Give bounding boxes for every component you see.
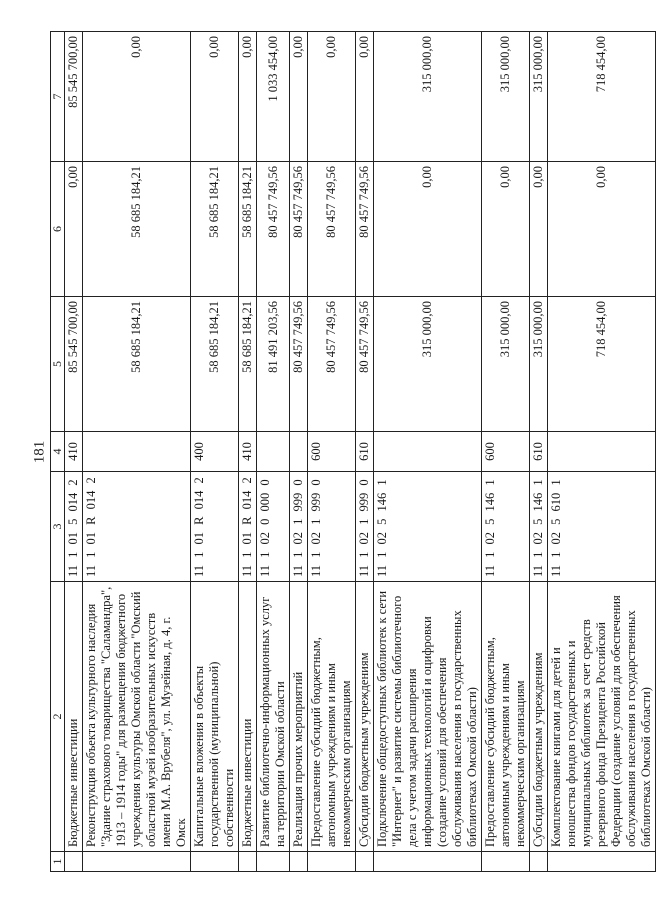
budget-table <box>50 31 656 872</box>
amount-regional: 0,00 <box>290 32 308 162</box>
amount-federal: 80 457 749,56 <box>308 162 356 297</box>
amount-regional: 0,00 <box>83 32 191 162</box>
expense-type-code <box>83 432 191 472</box>
amount-regional: 0,00 <box>239 32 257 162</box>
amount-federal: 80 457 749,56 <box>290 162 308 297</box>
row-number-cell <box>374 852 482 872</box>
expense-type-code: 410 <box>65 432 83 472</box>
table-row <box>83 32 191 872</box>
amount-federal: 58 685 184,21 <box>239 162 257 297</box>
amount-regional: 0,00 <box>356 32 374 162</box>
item-name: Капитальные вложения в объекты государственной (муниципальной) собственности <box>191 582 239 852</box>
target-article-code: 11 1 02 5 610 1 <box>548 472 656 582</box>
column-header: 5 <box>51 297 65 432</box>
item-name: Подключение общедоступных библиотек к сети "Интернет" и развитие системы библиотечного дела с учетом задачи расширения информационных технологий и оцифровки (создание условий для обеспечения обслуживания населения в государственных библиотеках Омской области) <box>374 582 482 852</box>
table-row <box>257 32 290 872</box>
item-name: Субсидии бюджетным учреждениям <box>356 582 374 852</box>
column-header: 1 <box>51 852 65 872</box>
amount-federal: 0,00 <box>530 162 548 297</box>
column-header: 3 <box>51 472 65 582</box>
row-number-cell <box>290 852 308 872</box>
table-row <box>290 32 308 872</box>
page-number: 181 <box>31 440 48 464</box>
column-number-header-row <box>51 32 65 872</box>
row-number-cell <box>239 852 257 872</box>
target-article-code: 11 1 02 1 999 0 <box>290 472 308 582</box>
amount-federal: 58 685 184,21 <box>83 162 191 297</box>
table-row <box>65 32 83 872</box>
target-article-code: 11 1 01 R 014 2 <box>191 472 239 582</box>
amount-total: 85 545 700,00 <box>65 297 83 432</box>
table-body <box>65 32 656 872</box>
table-row <box>308 32 356 872</box>
amount-total: 315 000,00 <box>374 297 482 432</box>
item-name: Развитие библиотечно-информационных услуг на территории Омской области <box>257 582 290 852</box>
item-name: Предоставление субсидий бюджетным, автономным учреждениям и иным некоммерческим организациям <box>308 582 356 852</box>
item-name: Реализация прочих мероприятий <box>290 582 308 852</box>
expense-type-code: 600 <box>482 432 530 472</box>
column-header: 4 <box>51 432 65 472</box>
amount-total: 80 457 749,56 <box>356 297 374 432</box>
amount-federal: 0,00 <box>548 162 656 297</box>
item-name: Реконструкция объекта культурного наследия "Здание страхового товарищества "Саламандра", 1913 – 1914 годы" для размещения бюджетного учреждения культуры Омской области "Омский областной музей изобразительных искусств имени М.А. Врубеля", ул. Музейная, д. 4, г. Омск <box>83 582 191 852</box>
amount-regional: 315 000,00 <box>374 32 482 162</box>
target-article-code: 11 1 01 5 014 2 <box>65 472 83 582</box>
expense-type-code: 610 <box>356 432 374 472</box>
amount-federal: 80 457 749,56 <box>257 162 290 297</box>
column-header: 6 <box>51 162 65 297</box>
amount-total: 80 457 749,56 <box>290 297 308 432</box>
table-row <box>356 32 374 872</box>
expense-type-code: 400 <box>191 432 239 472</box>
table-row <box>239 32 257 872</box>
expense-type-code <box>374 432 482 472</box>
amount-regional: 718 454,00 <box>548 32 656 162</box>
row-number-cell <box>530 852 548 872</box>
target-article-code: 11 1 02 5 146 1 <box>482 472 530 582</box>
amount-total: 58 685 184,21 <box>191 297 239 432</box>
amount-federal: 0,00 <box>65 162 83 297</box>
row-number-cell <box>308 852 356 872</box>
expense-type-code: 600 <box>308 432 356 472</box>
table-row <box>191 32 239 872</box>
target-article-code: 11 1 01 R 014 2 <box>239 472 257 582</box>
amount-federal: 0,00 <box>374 162 482 297</box>
expense-type-code <box>548 432 656 472</box>
target-article-code: 11 1 02 0 000 0 <box>257 472 290 582</box>
table-row <box>482 32 530 872</box>
amount-total: 315 000,00 <box>530 297 548 432</box>
item-name: Комплектование книгами для детей и юношества фондов государственных и муниципальных библиотек за счет средств резервного фонда Президента Российской Федерации (создание условий для обеспечения обслуживания населения в государственных библиотеках Омской области) <box>548 582 656 852</box>
row-number-cell <box>83 852 191 872</box>
amount-regional: 315 000,00 <box>482 32 530 162</box>
target-article-code: 11 1 02 5 146 1 <box>530 472 548 582</box>
table-row <box>374 32 482 872</box>
amount-regional: 1 033 454,00 <box>257 32 290 162</box>
amount-federal: 80 457 749,56 <box>356 162 374 297</box>
table-row <box>548 32 656 872</box>
target-article-code: 11 1 02 1 999 0 <box>308 472 356 582</box>
item-name: Бюджетные инвестиции <box>65 582 83 852</box>
row-number-cell <box>191 852 239 872</box>
amount-total: 315 000,00 <box>482 297 530 432</box>
target-article-code: 11 1 02 5 146 1 <box>374 472 482 582</box>
row-number-cell <box>356 852 374 872</box>
amount-regional: 315 000,00 <box>530 32 548 162</box>
target-article-code: 11 1 02 1 999 0 <box>356 472 374 582</box>
row-number-cell <box>482 852 530 872</box>
row-number-cell <box>257 852 290 872</box>
column-header: 7 <box>51 32 65 162</box>
amount-total: 58 685 184,21 <box>239 297 257 432</box>
expense-type-code: 410 <box>239 432 257 472</box>
amount-federal: 58 685 184,21 <box>191 162 239 297</box>
amount-regional: 0,00 <box>191 32 239 162</box>
budget-table-page <box>50 32 653 872</box>
column-header: 2 <box>51 582 65 852</box>
item-name: Бюджетные инвестиции <box>239 582 257 852</box>
amount-regional: 0,00 <box>308 32 356 162</box>
amount-federal: 0,00 <box>482 162 530 297</box>
expense-type-code: 610 <box>530 432 548 472</box>
target-article-code: 11 1 01 R 014 2 <box>83 472 191 582</box>
row-number-cell <box>548 852 656 872</box>
item-name: Предоставление субсидий бюджетным, автономным учреждениям и иным некоммерческим организациям <box>482 582 530 852</box>
amount-total: 718 454,00 <box>548 297 656 432</box>
row-number-cell <box>65 852 83 872</box>
amount-total: 58 685 184,21 <box>83 297 191 432</box>
amount-total: 80 457 749,56 <box>308 297 356 432</box>
amount-regional: 85 545 700,00 <box>65 32 83 162</box>
expense-type-code <box>290 432 308 472</box>
table-row <box>530 32 548 872</box>
item-name: Субсидии бюджетным учреждениям <box>530 582 548 852</box>
amount-total: 81 491 203,56 <box>257 297 290 432</box>
expense-type-code <box>257 432 290 472</box>
